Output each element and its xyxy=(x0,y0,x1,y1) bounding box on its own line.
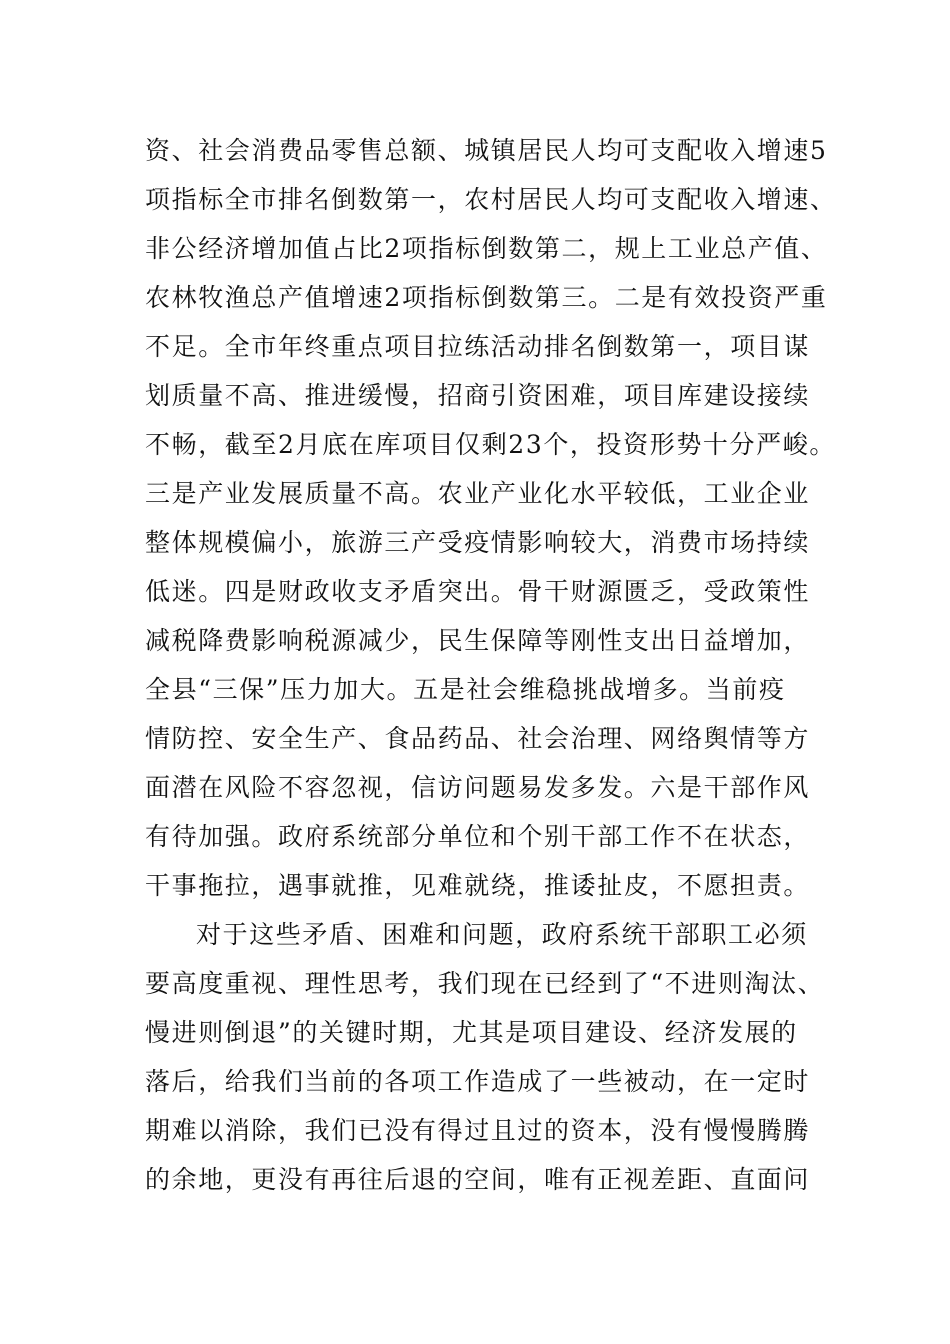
text-line-7: 不畅，截至2月底在库项目仅剩23个，投资形势十分严峻。 xyxy=(145,430,836,459)
text-line-21: 期难以消除，我们已没有得过且过的资本，没有慢慢腾腾 xyxy=(145,1116,811,1145)
text-line-8: 三是产业发展质量不高。农业产业化水平较低，工业企业 xyxy=(145,479,811,508)
text-line-16: 干事拖拉，遇事就推，见难就绕，推诿扯皮，不愿担责。 xyxy=(145,871,811,900)
text-line-1: 资、社会消费品零售总额、城镇居民人均可支配收入增速5 xyxy=(145,136,828,165)
text-line-3: 非公经济增加值占比2项指标倒数第二，规上工业总产值、 xyxy=(145,234,828,263)
text-line-22: 的余地，更没有再往后退的空间，唯有正视差距、直面问 xyxy=(145,1165,811,1194)
text-line-4: 农林牧渔总产值增速2项指标倒数第三。二是有效投资严重 xyxy=(145,283,828,312)
text-line-5: 不足。全市年终重点项目拉练活动排名倒数第一，项目谋 xyxy=(145,332,811,361)
text-line-11: 减税降费影响税源减少，民生保障等刚性支出日益增加， xyxy=(145,626,811,655)
text-line-10: 低迷。四是财政收支矛盾突出。骨干财源匮乏，受政策性 xyxy=(145,577,811,606)
text-line-19: 慢进则倒退”的关键时期，尤其是项目建设、经济发展的 xyxy=(145,1018,798,1047)
text-line-2: 项指标全市排名倒数第一，农村居民人均可支配收入增速、 xyxy=(145,185,837,214)
text-line-18: 要高度重视、理性思考，我们现在已经到了“不进则淘汰、 xyxy=(145,969,825,998)
text-line-20: 落后，给我们当前的各项工作造成了一些被动，在一定时 xyxy=(145,1067,811,1096)
text-line-9: 整体规模偏小，旅游三产受疫情影响较大，消费市场持续 xyxy=(145,528,811,557)
paragraph-2-first-line: 对于这些矛盾、困难和问题，政府系统干部职工必须 xyxy=(196,920,808,949)
text-line-13: 情防控、安全生产、食品药品、社会治理、网络舆情等方 xyxy=(145,724,811,753)
text-line-6: 划质量不高、推进缓慢，招商引资困难，项目库建设接续 xyxy=(145,381,811,410)
text-line-14: 面潜在风险不容忽视，信访问题易发多发。六是干部作风 xyxy=(145,773,811,802)
text-line-12: 全县“三保”压力加大。五是社会维稳挑战增多。当前疫 xyxy=(145,675,786,704)
text-line-15: 有待加强。政府系统部分单位和个别干部工作不在状态， xyxy=(145,822,811,851)
